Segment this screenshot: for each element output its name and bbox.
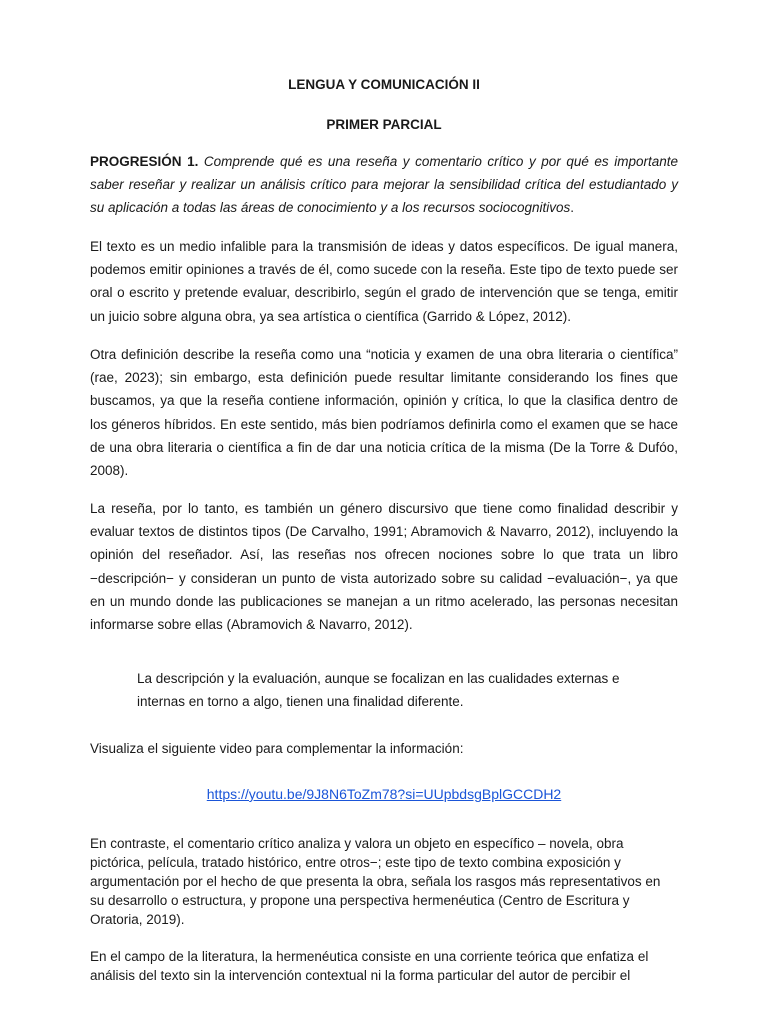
video-link[interactable]: https://youtu.be/9J8N6ToZm78?si=UUpbdsgBplGCCDH2 — [206, 786, 562, 802]
body-paragraph-4: En contraste, el comentario crítico analiza y valora un objeto en específico – novela, obra pictórica, película, tratado histórico, entre otros−; este tipo de texto combina exposición y argumentación por el hecho de que presenta la obra, señala los rasgos más representativos en su desarrollo o estructura, y propone una perspectiva hermenéutica (Centro de Escritura y Oratoria, 2019). — [90, 836, 661, 927]
progression-objective: Comprende qué es una reseña y comentario crítico y por qué es importante saber reseñar y realizar un análisis crítico para mejorar la sensibilidad crítica del estudiantado y su aplicación a todas las áreas de conocimiento y a los recursos sociocognitivos — [90, 154, 678, 216]
indented-quote: La descripción y la evaluación, aunque se focalizan en las cualidades externas e internas en torno a algo, tienen una finalidad diferente. — [137, 671, 620, 709]
document-subtitle: PRIMER PARCIAL — [326, 117, 442, 132]
body-paragraph-2: Otra definición describe la reseña como una “noticia y examen de una obra literaria o científica” (rae, 2023); sin embargo, esta definición puede resultar limitante considerando los fines que buscamos, ya que la reseña contiene información, opinión y crítica, lo que la clasifica dentro de los géneros híbridos. En este sentido, más bien podríamos definirla como el examen que se hace de una obra literaria o científica a fin de dar una noticia crítica de la misma (De la Torre & Dufóo, 2008). — [90, 347, 678, 479]
progression-label: PROGRESIÓN 1. — [90, 154, 199, 169]
video-prompt: Visualiza el siguiente video para complementar la información: — [90, 741, 464, 756]
progression-end: . — [570, 200, 575, 216]
document-title: LENGUA Y COMUNICACIÓN II — [288, 77, 480, 92]
body-paragraph-1: El texto es un medio infalible para la transmisión de ideas y datos específicos. De igual manera, podemos emitir opiniones a través de él, como sucede con la reseña. Este tipo de texto puede ser oral o escrito y pretende evaluar, describirlo, según el grado de intervención que se tenga, emitir un juicio sobre alguna obra, ya sea artística o científica (Garrido & López, 2012). — [90, 239, 678, 324]
video-link-line — [0, 786, 768, 802]
progression-paragraph — [90, 150, 678, 220]
body-paragraph-3: La reseña, por lo tanto, es también un género discursivo que tiene como finalidad describir y evaluar textos de distintos tipos (De Carvalho, 1991; Abramovich & Navarro, 2012), incluyendo la opinión del reseñador. Así, las reseñas nos ofrecen nociones sobre lo que trata un libro −descripción− y consideran un punto de vista autorizado sobre su calidad −evaluación−, ya que en un mundo donde las publicaciones se manejan a un ritmo acelerado, las personas necesitan informarse sobre ellas (Abramovich & Navarro, 2012). — [90, 501, 678, 633]
body-paragraph-5: En el campo de la literatura, la hermenéutica consiste en una corriente teórica que enfatiza el análisis del texto sin la intervención contextual ni la forma particular del autor de percibir el — [90, 949, 649, 983]
